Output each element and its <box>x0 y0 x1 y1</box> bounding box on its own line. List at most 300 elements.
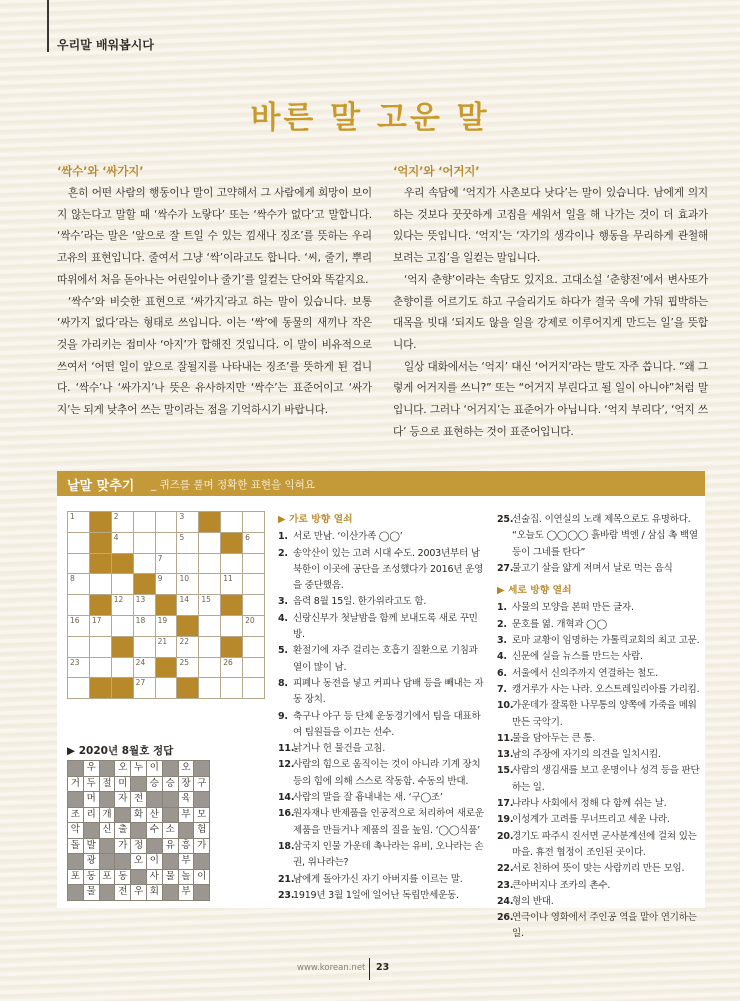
crossword-cell <box>156 512 178 533</box>
answer-cell: 발 <box>84 839 100 855</box>
clue-number: 11. <box>497 732 514 744</box>
clue-text: 사람의 말을 잘 흉내내는 새. ‘구◯조’ <box>293 792 443 804</box>
clue-number: 10. <box>497 700 514 712</box>
answer-cell: 누 <box>131 761 147 777</box>
clue-text: 1919년 3월 1일에 일어난 독립만세운동. <box>293 889 459 901</box>
answer-cell: 사 <box>147 870 163 886</box>
crossword-cell <box>243 678 265 699</box>
clue-number: 22. <box>497 863 514 875</box>
clue-item <box>278 709 484 742</box>
crossword-clue-number: 22 <box>179 636 189 646</box>
answer-cell: 물 <box>84 885 100 901</box>
answer-cell: 자 <box>115 792 131 808</box>
crossword-cell <box>221 512 243 533</box>
answer-cell: 장 <box>179 777 195 793</box>
crossword-clue-number: 2 <box>113 512 119 521</box>
across-heading: ▶ 가로 방향 열쇠 <box>278 514 353 525</box>
crossword-clue-number: 1 <box>70 512 75 521</box>
crossword-clue-number: 16 <box>70 615 80 625</box>
answer-cell: 돌 <box>68 839 84 855</box>
across-clue-list <box>278 529 484 904</box>
answer-cell: 리 <box>84 808 100 824</box>
clues-column-1 <box>278 512 484 904</box>
answer-cell: 악 <box>68 823 84 839</box>
clue-item <box>278 676 484 709</box>
crossword-cell <box>243 512 265 533</box>
crossword-clue-number: 14 <box>179 595 189 605</box>
clue-text: 연극이나 영화에서 주인공 역을 맡아 연기하는 일. <box>512 912 697 940</box>
crossword-cell <box>156 533 178 554</box>
clue-item <box>497 747 702 763</box>
answer-block-cell <box>100 792 116 808</box>
clue-number: 19. <box>497 814 514 826</box>
answer-block-cell <box>68 761 84 777</box>
answer-title: ▶ 2020년 8월호 정답 <box>67 745 174 757</box>
across-clue-list-continued <box>497 512 702 577</box>
answer-cell: 동 <box>84 870 100 886</box>
crossword-cell <box>199 595 221 616</box>
clue-number: 11. <box>278 743 295 755</box>
answer-cell: 우 <box>84 761 100 777</box>
crossword-clue-number: 26 <box>223 657 233 667</box>
crossword-block-cell <box>156 595 178 616</box>
crossword-block-cell <box>221 533 243 554</box>
crossword-cell <box>134 533 156 554</box>
clue-text: 축구나 야구 등 단체 운동경기에서 팀을 대표하여 팀원들을 이끄는 선수. <box>293 710 481 738</box>
answer-cell: 포 <box>100 870 116 886</box>
crossword-block-cell <box>177 616 199 637</box>
answer-block-cell <box>194 761 210 777</box>
clue-item <box>497 649 702 665</box>
clue-item <box>278 529 484 545</box>
crossword-cell <box>221 574 243 595</box>
answer-cell: 가 <box>115 839 131 855</box>
clue-number: 23. <box>278 889 295 901</box>
answer-block-cell <box>100 854 116 870</box>
answer-cell: 부 <box>179 854 195 870</box>
answer-cell: 오 <box>131 854 147 870</box>
answer-cell: 이 <box>147 854 163 870</box>
answer-block-cell <box>100 761 116 777</box>
crossword-clue-number: 5 <box>179 532 185 542</box>
crossword-cell <box>156 678 178 699</box>
clue-item <box>497 812 702 828</box>
clue-text: 이성계가 고려를 무너뜨리고 세운 나라. <box>512 814 670 826</box>
answer-block-cell <box>68 854 84 870</box>
clue-number: 24. <box>497 895 514 907</box>
crossword-clue-number: 24 <box>135 657 146 667</box>
crossword-clue-number: 12 <box>113 595 124 605</box>
answer-cell: 산 <box>147 808 163 824</box>
crossword-cell <box>243 658 265 679</box>
clue-number: 5. <box>278 645 288 657</box>
clue-item <box>497 561 702 577</box>
crossword-clue-number: 9 <box>157 574 163 584</box>
crossword-cell <box>112 533 134 554</box>
answer-block-cell <box>163 808 179 824</box>
crossword-clue-number: 8 <box>70 574 75 584</box>
clue-number: 15. <box>497 765 514 777</box>
answer-block-cell <box>163 885 179 901</box>
clue-text: 신문에 실을 뉴스를 만드는 사람. <box>512 651 643 663</box>
crossword-block-cell <box>134 574 156 595</box>
answer-cell: 승 <box>147 777 163 793</box>
clue-item <box>497 617 702 633</box>
crossword-clue-number: 18 <box>135 615 146 625</box>
clue-text: 캥거루가 사는 나라. 오스트레일리아를 가리킴. <box>512 683 700 695</box>
answer-cell: 미 <box>115 777 131 793</box>
right-article-paragraph-1: 우리 속담에 ‘억지가 사촌보다 낫다’는 말이 있습니다. 남에게 의지하는 것보다 꿋꿋하게 고집을 세워서 일을 해 나가는 것이 더 효과가 있다는 뜻입니다. ‘억지’는 ‘자기의 생각이나 행동을 무리하게 관철해 보려는 고집’을 일컫는 말입니다. <box>393 187 708 265</box>
right-article-paragraph-3: 일상 대화에서는 ‘억지’ 대신 ‘어거지’라는 말도 자주 씁니다. “왜 그렇게 어거지를 쓰니?” 또는 “어거지 부린다고 될 일이 아니야”처럼 말입니다. 그러나 ‘어거지’는 표준어가 아닙니다. ‘억지 부리다’, ‘억지 쓰다’ 등으로 표현하는 것이 표준어입니다. <box>393 360 708 438</box>
crossword-block-cell <box>177 678 199 699</box>
crossword-block-cell <box>90 512 112 533</box>
answer-cell: 육 <box>179 792 195 808</box>
crossword-cell <box>243 574 265 595</box>
clue-text: 원자재나 반제품을 인공적으로 처리하여 새로운 제품을 만들거나 제품의 질을 높임. ‘◯◯식품’ <box>293 808 484 836</box>
crossword-cell <box>156 616 178 637</box>
clue-text: 형의 반대. <box>512 895 554 907</box>
crossword-cell <box>177 658 199 679</box>
clue-item <box>278 806 484 839</box>
crossword-cell <box>112 658 134 679</box>
answer-cell: 흥 <box>179 839 195 855</box>
clue-number: 3. <box>278 596 288 608</box>
clue-number: 6. <box>497 667 507 679</box>
crossword-cell <box>177 512 199 533</box>
crossword-cell <box>199 533 221 554</box>
crossword-cell <box>243 595 265 616</box>
crossword-grid <box>67 511 265 699</box>
clue-item <box>278 594 484 610</box>
crossword-block-cell <box>221 637 243 658</box>
clue-item <box>278 611 484 644</box>
answer-cell: 화 <box>131 808 147 824</box>
clue-text: 경기도 파주시 진서면 군사분계선에 걸쳐 있는 마을. 휴전 협정이 조인된 곳이다. <box>512 830 697 858</box>
clue-text: 문호를 엶. 개혁과 ◯◯ <box>512 618 607 630</box>
clue-text: 사람의 힘으로 움직이는 것이 아니라 기계 장치 등의 힘에 의해 스스로 작동함. 수동의 반대. <box>293 759 481 787</box>
clue-number: 1. <box>497 602 507 614</box>
answer-cell: 이 <box>147 761 163 777</box>
clue-number: 12. <box>278 759 295 771</box>
crossword-clue-number: 25 <box>179 657 189 667</box>
crossword-cell <box>68 637 90 658</box>
clue-text: 서로 만남. ‘이산가족 ◯◯’ <box>293 531 403 543</box>
answer-cell: 놀 <box>179 870 195 886</box>
clue-number: 16. <box>278 808 295 820</box>
answer-block-cell <box>163 761 179 777</box>
crossword-cell <box>90 616 112 637</box>
answer-block-cell <box>131 823 147 839</box>
clue-number: 20. <box>497 830 514 842</box>
clue-item <box>497 910 702 943</box>
crossword-clue-number: 21 <box>157 636 168 646</box>
answer-cell: 출 <box>115 823 131 839</box>
crossword-cell <box>90 658 112 679</box>
crossword-block-cell <box>156 658 178 679</box>
clue-text: 서울에서 신의주까지 연결하는 철도. <box>512 667 658 679</box>
answer-cell: 머 <box>84 792 100 808</box>
crossword-clue-number: 7 <box>157 553 163 563</box>
answer-cell: 전 <box>115 885 131 901</box>
answer-cell: 험 <box>194 823 210 839</box>
crossword-cell <box>199 658 221 679</box>
crossword-block-cell <box>112 637 134 658</box>
answer-block-cell <box>131 870 147 886</box>
crossword-clue-number: 10 <box>179 574 189 584</box>
crossword-cell <box>134 658 156 679</box>
crossword-cell <box>156 574 178 595</box>
left-article-heading: ‘싹수’와 ‘싸가지’ <box>57 164 144 178</box>
answer-cell: 부 <box>179 885 195 901</box>
answer-cell: 오 <box>115 761 131 777</box>
answer-cell: 전 <box>131 792 147 808</box>
answer-cell: 정 <box>131 839 147 855</box>
clue-item <box>497 796 702 812</box>
clue-text: 사물의 모양을 본떠 만든 글자. <box>512 602 634 614</box>
answer-cell: 소 <box>163 823 179 839</box>
crossword-cell <box>221 554 243 575</box>
clue-item <box>497 600 702 616</box>
clue-number: 26. <box>497 912 514 924</box>
down-heading: ▶ 세로 방향 열쇠 <box>497 585 572 597</box>
crossword-clue-number: 15 <box>201 595 211 605</box>
crossword-cell <box>68 595 90 616</box>
clue-item <box>497 682 702 698</box>
answer-block-cell <box>147 839 163 855</box>
quiz-banner <box>57 471 705 496</box>
crossword-cell <box>68 533 90 554</box>
crossword-cell <box>199 637 221 658</box>
crossword-cell <box>199 678 221 699</box>
answer-block-cell <box>179 823 195 839</box>
answer-cell: 우 <box>131 885 147 901</box>
clue-text: 서로 친하여 뜻이 맞는 사람끼리 만든 모임. <box>512 863 685 875</box>
down-clue-list <box>497 600 702 942</box>
right-article-paragraph-2: ‘억지 춘향’이라는 속담도 있지요. 고대소설 ‘춘향전’에서 변사또가 춘향이를 어르기도 하고 구슬리기도 하다가 결국 옥에 가둬 핍박하는 대목을 빗대 ‘되지도 않을 일을 강제로 이루어지게 만드는 일’을 뜻합니다. <box>393 273 708 351</box>
clue-text: 가운데가 잘록한 나무통의 양쪽에 가죽을 메워 만든 국악기. <box>512 700 697 728</box>
clue-number: 8. <box>278 677 288 689</box>
clue-number: 25. <box>497 514 514 525</box>
crossword-cell <box>68 658 90 679</box>
answer-cell: 물 <box>163 870 179 886</box>
clue-item <box>497 633 702 649</box>
crossword-cell <box>177 574 199 595</box>
crossword-clue-number: 20 <box>245 615 255 625</box>
clue-number: 1. <box>278 531 288 543</box>
crossword-cell <box>134 595 156 616</box>
crossword-cell <box>68 574 90 595</box>
crossword-cell <box>68 512 90 533</box>
crossword-cell <box>134 554 156 575</box>
answer-block-cell <box>115 854 131 870</box>
crossword-clue-number: 11 <box>223 574 233 584</box>
clue-text: 송악산이 있는 고려 시대 수도. 2003년부터 남북한이 이곳에 공단을 조성했다가 2016년 운영을 중단했음. <box>293 547 484 592</box>
answer-cell: 포 <box>68 870 84 886</box>
left-article-paragraph-1: 흔히 어떤 사람의 행동이나 말이 고약해서 그 사람에게 희망이 보이지 않는다고 말할 때 ‘싹수가 노랗다’ 또는 ‘싹수가 없다’고 말합니다. ‘싹수’라는 말은 ‘앞으로 잘 트일 수 있는 낌새나 징조’를 뜻하는 우리 고유의 표현입니다. 줄여서 그냥 ‘싹’이라고도 합니다. ‘씨, 줄기, 뿌리 따위에서 처음 돋아나는 어린잎이나 줄기’를 일컫는 단어와 똑같지요. <box>57 187 372 286</box>
left-article-paragraph-2: ‘싹수’와 비슷한 표현으로 ‘싸가지’라고 하는 말이 있습니다. 보통 ‘싸가지 없다’라는 형태로 쓰입니다. 이는 ‘싹’에 동물의 새끼나 작은 것을 가리키는 접미사 ‘아지’가 합해진 것입니다. 이 말이 비유적으로 쓰여서 ‘어떤 일이 앞으로 잘될지를 나타내는 징조’를 뜻하게 된 겁니다. ‘싹수’나 ‘싸가지’나 뜻은 유사하지만 ‘싹수’는 표준어이고 ‘싸가지’는 되게 낮추어 쓰는 말이라는 점을 기억하시기 바랍니다. <box>57 295 372 417</box>
clue-item <box>278 757 484 790</box>
answer-cell: 부 <box>179 808 195 824</box>
crossword-cell <box>177 595 199 616</box>
crossword-cell <box>112 574 134 595</box>
footer-divider <box>369 958 370 980</box>
clue-text: 물을 담아두는 큰 통. <box>512 732 596 744</box>
clue-number: 4. <box>278 612 288 624</box>
answer-cell: 모 <box>194 808 210 824</box>
clue-text: 환절기에 자주 걸리는 호흡기 질환으로 기침과 열이 많이 남. <box>293 645 478 673</box>
crossword-cell <box>134 616 156 637</box>
answer-block-cell <box>194 792 210 808</box>
clue-number: 3. <box>497 635 507 647</box>
clue-item <box>497 698 702 731</box>
clues-column-2 <box>497 512 702 943</box>
answer-block-cell <box>163 792 179 808</box>
crossword-cell <box>221 678 243 699</box>
crossword-cell <box>156 554 178 575</box>
crossword-clue-number: 19 <box>157 615 168 625</box>
answer-block-cell <box>163 854 179 870</box>
crossword-cell <box>156 637 178 658</box>
answer-cell: 이 <box>194 870 210 886</box>
crossword-clue-number: 17 <box>91 615 102 625</box>
clue-text: 물고기 살을 얇게 저며서 날로 먹는 음식 <box>512 562 673 574</box>
right-article-heading: ‘억지’와 ‘어거지’ <box>393 164 480 178</box>
crossword-clue-number: 4 <box>113 532 119 542</box>
answer-cell: 가 <box>194 839 210 855</box>
answer-block-cell <box>100 885 116 901</box>
answer-cell: 유 <box>163 839 179 855</box>
clue-item <box>278 888 484 904</box>
clue-number: 9. <box>278 710 288 722</box>
clue-item <box>278 790 484 806</box>
crossword-cell <box>68 616 90 637</box>
answer-cell: 조 <box>68 808 84 824</box>
answer-grid <box>67 760 210 901</box>
crossword-cell <box>199 574 221 595</box>
crossword-block-cell <box>199 512 221 533</box>
clue-item <box>278 839 484 872</box>
answer-cell: 절 <box>100 777 116 793</box>
crossword-block-cell <box>112 554 134 575</box>
clue-item <box>497 829 702 862</box>
crossword-cell <box>221 658 243 679</box>
crossword-cell <box>134 512 156 533</box>
crossword-block-cell <box>112 678 134 699</box>
crossword-clue-number: 13 <box>135 595 146 605</box>
crossword-cell <box>243 616 265 637</box>
clue-item <box>497 731 702 747</box>
answer-cell: 구 <box>194 777 210 793</box>
answer-cell: 신 <box>100 823 116 839</box>
answer-block-cell <box>115 808 131 824</box>
crossword-block-cell <box>90 554 112 575</box>
answer-block-cell <box>84 823 100 839</box>
clue-number: 7. <box>497 683 507 695</box>
crossword-clue-number: 23 <box>70 657 80 667</box>
crossword-cell <box>112 595 134 616</box>
crossword-cell <box>199 554 221 575</box>
answer-block-cell <box>194 854 210 870</box>
clue-item <box>278 741 484 757</box>
crossword-cell <box>112 512 134 533</box>
clue-number: 4. <box>497 651 507 663</box>
quiz-title: 낱말 맞추기 <box>67 479 135 494</box>
answer-block-cell <box>68 885 84 901</box>
clue-text: 사람의 생김새를 보고 운명이나 성격 등을 판단하는 일. <box>512 765 700 793</box>
crossword-cell <box>68 678 90 699</box>
clue-number: 27. <box>497 562 514 574</box>
answer-block-cell <box>100 839 116 855</box>
clue-number: 23. <box>497 879 514 891</box>
crossword-cell <box>243 637 265 658</box>
page-number: 23 <box>376 962 390 973</box>
crossword-cell <box>68 554 90 575</box>
clue-number: 14. <box>278 792 295 804</box>
clue-number: 13. <box>497 749 514 761</box>
crossword-block-cell <box>221 595 243 616</box>
clue-number: 2. <box>278 547 288 559</box>
crossword-cell <box>90 637 112 658</box>
answer-cell: 승 <box>163 777 179 793</box>
page-title: 바른 말 고운 말 <box>250 100 490 136</box>
crossword-cell <box>90 574 112 595</box>
clue-number: 17. <box>497 798 514 810</box>
crossword-clue-number: 3 <box>179 512 185 521</box>
answer-cell: 동 <box>115 870 131 886</box>
crossword-cell <box>134 678 156 699</box>
crossword-cell <box>134 637 156 658</box>
clue-text: 낡거나 헌 물건을 고침. <box>293 743 386 755</box>
clue-text: 신랑신부가 첫날밤을 함께 보내도록 새로 꾸민 방. <box>293 612 478 641</box>
clue-text: 로마 교황이 임명하는 가톨릭교회의 최고 고문. <box>512 635 700 647</box>
clue-text: 선술집. 이연실의 노래 제목으로도 유명하다. “오늘도 ◯◯◯◯ 흙바람 벽엔 / 삼십 촉 백열등이 그네를 탄다” <box>512 514 698 558</box>
clue-text: 나라나 사회에서 정해 다 함께 쉬는 날. <box>512 798 667 810</box>
clue-item <box>278 643 484 676</box>
crossword-clue-number: 27 <box>135 678 146 688</box>
clue-text: 피폐나 동전을 넣고 커피나 담배 등을 빼내는 자동 장치. <box>293 677 484 706</box>
answer-cell: 회 <box>147 885 163 901</box>
clue-text: 삼국지 인물 가운데 촉나라는 유비, 오나라는 손권, 위나라는? <box>293 840 484 869</box>
clue-text: 남에게 돌아가신 자기 아버지를 이르는 말. <box>293 873 463 885</box>
answer-cell: 개 <box>100 808 116 824</box>
crossword-cell <box>177 533 199 554</box>
clue-item <box>278 546 484 595</box>
answer-block-cell <box>68 792 84 808</box>
clue-item <box>278 872 484 888</box>
clue-item <box>497 763 702 796</box>
clue-text: 음력 8월 15일. 한가위라고도 함. <box>293 596 427 608</box>
clue-item <box>497 878 702 894</box>
clue-number: 21. <box>278 873 295 885</box>
crossword-block-cell <box>90 678 112 699</box>
crossword-cell <box>199 616 221 637</box>
right-article <box>393 162 708 443</box>
crossword-clue-number: 6 <box>245 532 250 542</box>
clue-text: 남의 주장에 자기의 의견을 일치시킴. <box>512 749 661 761</box>
crossword-cell <box>243 554 265 575</box>
clue-number: 18. <box>278 840 295 852</box>
crossword-cell <box>177 554 199 575</box>
left-article <box>57 162 372 422</box>
crossword-cell <box>243 533 265 554</box>
answer-cell: 광 <box>84 854 100 870</box>
crossword-block-cell <box>90 533 112 554</box>
crossword-cell <box>112 616 134 637</box>
clue-number: 2. <box>497 618 507 630</box>
answer-cell: 수 <box>147 823 163 839</box>
clue-item <box>497 666 702 682</box>
crossword-cell <box>221 616 243 637</box>
